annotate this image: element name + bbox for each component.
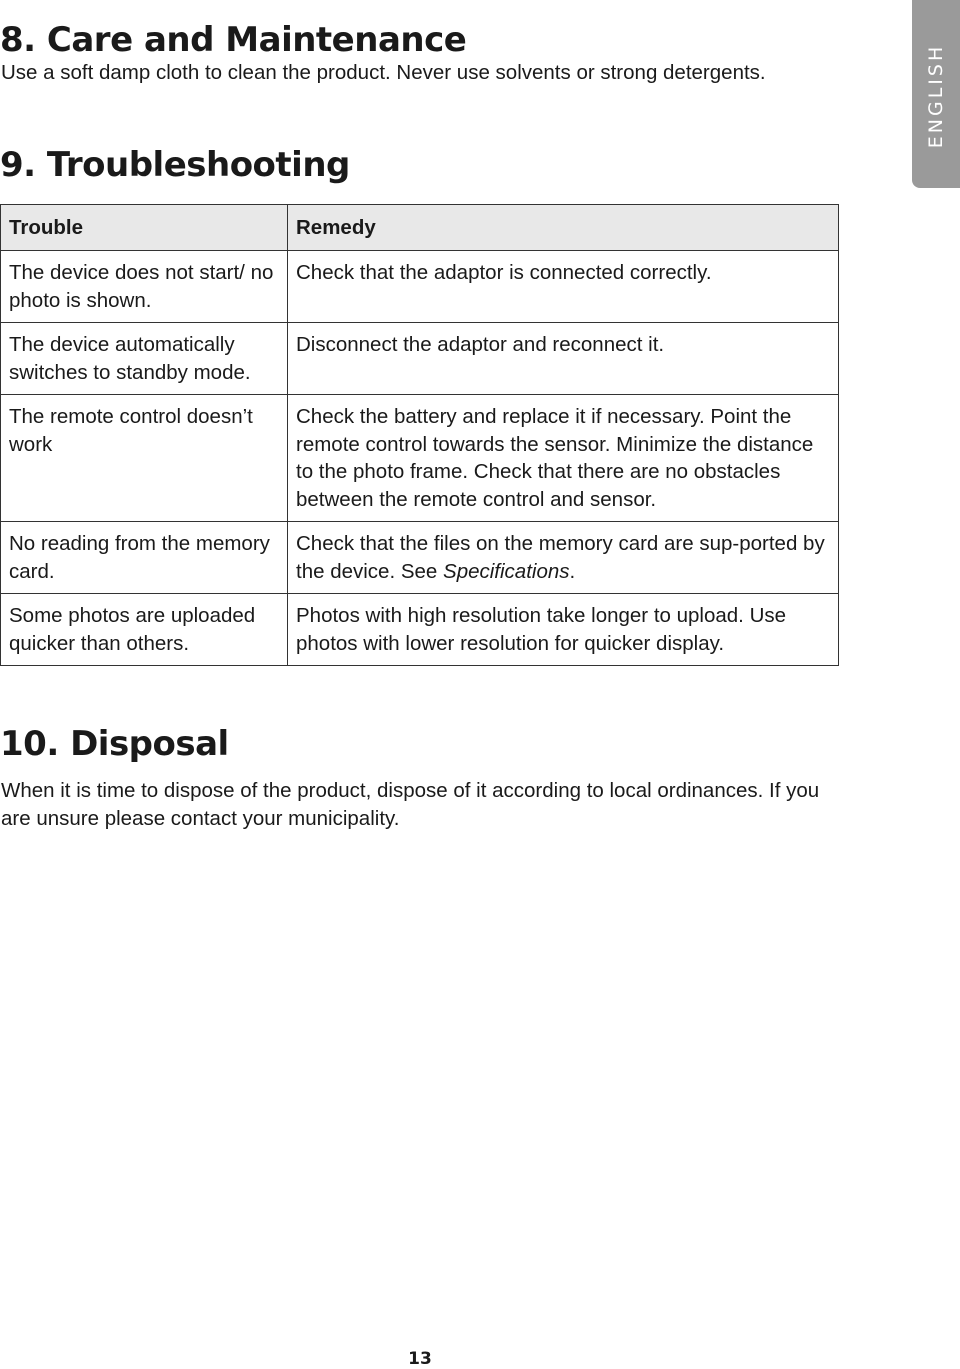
table-row: [1, 395, 839, 522]
page-number: 13: [408, 1349, 432, 1369]
remedy-text: Check that the files on the memory card are sup-ported by the device. See: [296, 532, 825, 583]
trouble-cell: The device does not start/ no photo is shown.: [1, 251, 288, 323]
remedy-cell: Disconnect the adaptor and reconnect it.: [288, 323, 839, 395]
trouble-cell: The device automatically switches to standby mode.: [1, 323, 288, 395]
care-maintenance-heading: 8. Care and Maintenance: [0, 20, 467, 60]
care-maintenance-text: Use a soft damp cloth to clean the product. Never use solvents or strong detergents.: [1, 61, 766, 84]
trouble-cell: Some photos are uploaded quicker than others.: [1, 594, 288, 666]
remedy-cell: Check that the adaptor is connected correctly.: [288, 251, 839, 323]
table-row: [1, 522, 839, 594]
specifications-reference: Specifications: [443, 559, 570, 583]
remedy-cell: Photos with high resolution take longer to upload. Use photos with lower resolution for quicker display.: [288, 594, 839, 666]
language-tab: [912, 0, 960, 188]
table-row: [1, 594, 839, 666]
table-header-row: [1, 205, 839, 251]
column-header-trouble: Trouble: [1, 205, 288, 251]
troubleshooting-heading: 9. Troubleshooting: [0, 145, 350, 185]
remedy-cell: [288, 522, 839, 594]
troubleshooting-table: [0, 204, 839, 666]
remedy-cell: Check the battery and replace it if necessary. Point the remote control towards the sensor. Minimize the distance to the photo frame. Check that there are no obstacles between the remote control and sensor.: [288, 395, 839, 522]
column-header-remedy: Remedy: [288, 205, 839, 251]
disposal-text: When it is time to dispose of the product, dispose of it according to local ordinances. If you are unsure please contact your municipality.: [1, 779, 820, 830]
disposal-heading: 10. Disposal: [0, 724, 229, 764]
trouble-cell: No reading from the memory card.: [1, 522, 288, 594]
trouble-cell: The remote control doesn’t work: [1, 395, 288, 522]
remedy-text-end: .: [569, 559, 576, 583]
table-row: [1, 323, 839, 395]
table-row: [1, 251, 839, 323]
language-tab-label: ENGLISH: [925, 43, 947, 149]
